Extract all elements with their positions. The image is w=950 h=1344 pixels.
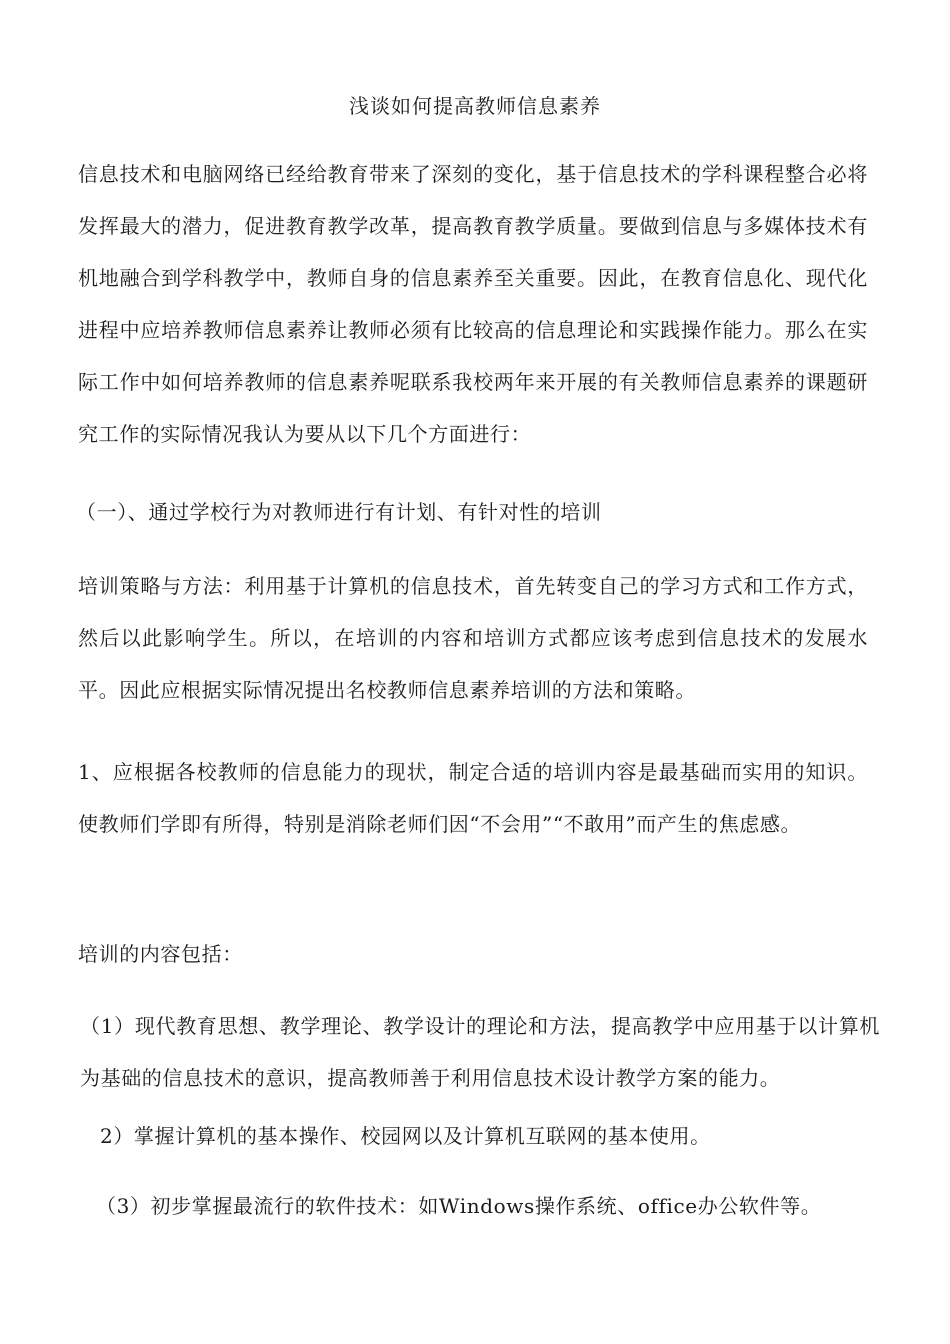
content-item-2: 2）掌握计算机的基本操作、校园网以及计算机互联网的基本使用。: [100, 1124, 711, 1148]
content-item-1: （1）现代教育思想、教学理论、教学设计的理论和方法，提高教学中应用基于以计算机为基础的信息技术的意识，提高教师善于利用信息技术设计教学方案的能力。: [80, 1014, 880, 1090]
content-item-3: （3）初步掌握最流行的软件技术：如Windows操作系统、office办公软件等。: [96, 1194, 822, 1218]
intro-paragraph: 信息技术和电脑网络已经给教育带来了深刻的变化，基于信息技术的学科课程整合必将发挥最大的潜力，促进教育教学改革，提高教育教学质量。要做到信息与多媒体技术有机地融合到学科教学中，教师自身的信息素养至关重要。因此，在教育信息化、现代化进程中应培养教师信息素养让教师必须有比较高的信息理论和实践操作能力。那么在实际工作中如何培养教师的信息素养呢联系我校两年来开展的有关教师信息素养的课题研究工作的实际情况我认为要从以下几个方面进行：: [78, 162, 868, 446]
strategy-paragraph: 培训策略与方法：利用基于计算机的信息技术，首先转变自己的学习方式和工作方式，然后以此影响学生。所以，在培训的内容和培训方式都应该考虑到信息技术的发展水平。因此应根据实际情况提出名校教师信息素养培训的方法和策略。: [78, 574, 868, 702]
content-intro-paragraph: 培训的内容包括：: [78, 942, 243, 966]
point-one-paragraph: 1、应根据各校教师的信息能力的现状，制定合适的培训内容是最基础而实用的知识。使教师们学即有所得，特别是消除老师们因“不会用”“不敢用”而产生的焦虑感。: [78, 760, 868, 836]
section-heading: （一）、通过学校行为对教师进行有计划、有针对性的培训: [76, 500, 602, 524]
document-title: 浅谈如何提高教师信息素养: [349, 94, 601, 118]
